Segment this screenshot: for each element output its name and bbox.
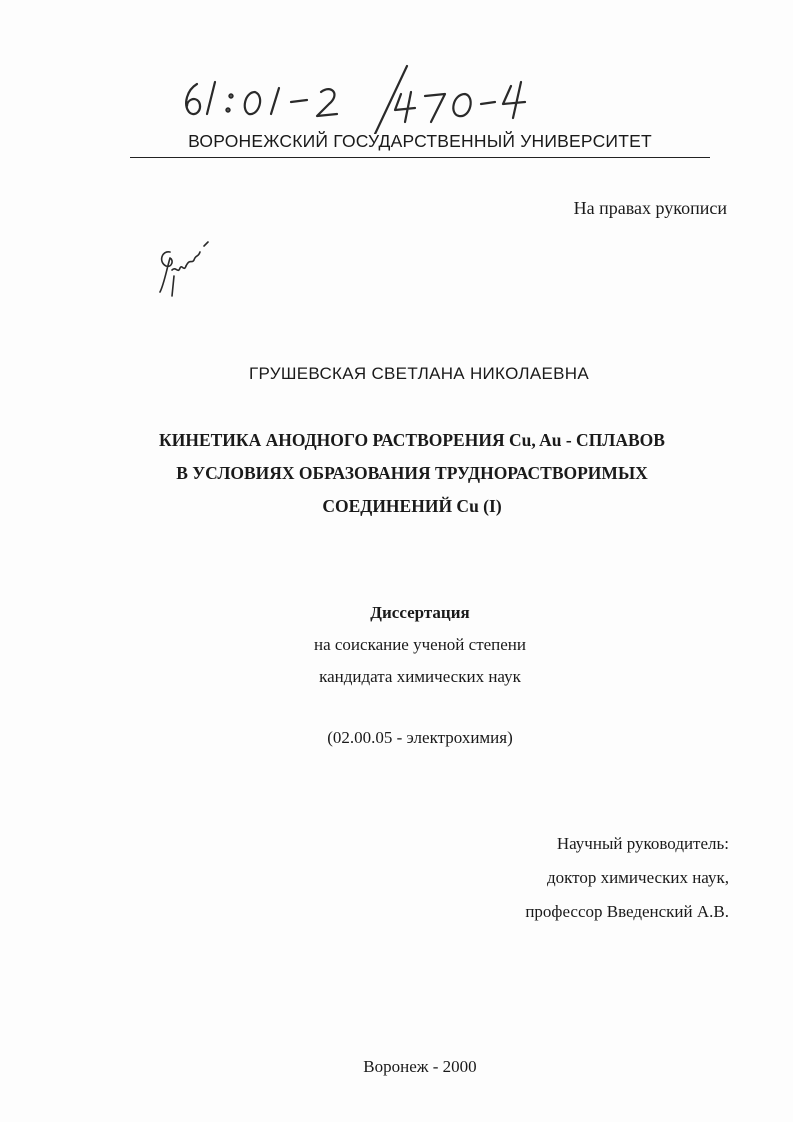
dissertation-title: [100, 424, 724, 523]
advisor-line: доктор химических наук,: [546, 868, 729, 887]
handwritten-catalog-number-image: [175, 64, 535, 134]
work-type: Диссертация: [370, 603, 470, 622]
advisor-line: профессор Введенский А.В.: [525, 902, 729, 921]
handwritten-catalog-number: [175, 64, 535, 134]
advisor-line: Научный руководитель:: [556, 834, 729, 853]
degree-line: на соискание ученой степени: [313, 635, 527, 654]
signature-image: [152, 236, 232, 300]
title-line: СОЕДИНЕНИЙ Cu (I): [322, 496, 502, 516]
scientific-advisor: [525, 827, 729, 929]
header-divider: [130, 157, 710, 158]
author-name: ГРУШЕВСКАЯ СВЕТЛАНА НИКОЛАЕВНА: [248, 364, 589, 383]
degree-block: [220, 597, 620, 693]
rights-note: На правах рукописи: [573, 198, 727, 218]
place-and-year: Воронеж - 2000: [363, 1057, 477, 1076]
title-line: КИНЕТИКА АНОДНОГО РАСТВОРЕНИЯ Cu, Au - СПЛАВОВ: [159, 430, 665, 450]
specialty-code: (02.00.05 - электрохимия): [327, 728, 513, 747]
title-line: В УСЛОВИЯХ ОБРАЗОВАНИЯ ТРУДНОРАСТВОРИМЫХ: [176, 463, 648, 483]
university-name: ВОРОНЕЖСКИЙ ГОСУДАРСТВЕННЫЙ УНИВЕРСИТЕТ: [188, 131, 652, 151]
handwritten-signature: [152, 236, 232, 300]
degree-line: кандидата химических наук: [319, 667, 521, 686]
